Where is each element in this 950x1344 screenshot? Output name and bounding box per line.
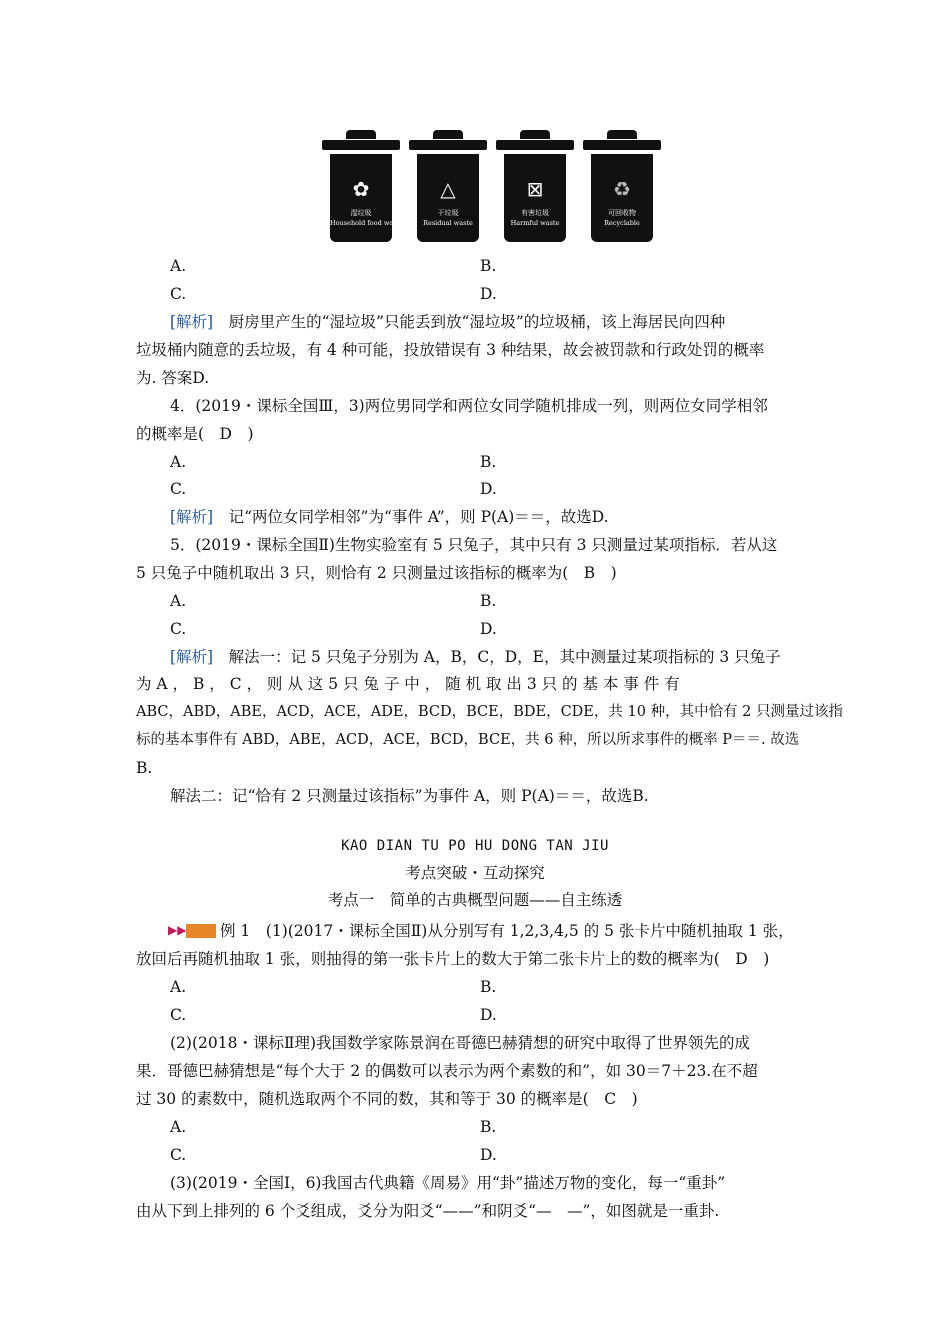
example-1-part3-line: (3)(2019・全国Ⅰ，6)我国古代典籍《周易》用“卦”描述万物的变化，每一“重卦” [170, 1174, 726, 1192]
analysis-line: 标的基本事件有 ABD，ABE，ACD，ACE，BCD，BCE，共 6 种，所以所求事件的概率 P＝＝. 故选 [136, 732, 800, 748]
analysis-tag: [解析] [170, 313, 214, 331]
analysis-line: [解析] 解法一：记 5 只兔子分别为 A，B，C，D，E，其中测量过某项指标的 3 只兔子 [170, 648, 781, 666]
question-4-line: 4．(2019・课标全国Ⅲ，3)两位男同学和两位女同学随机排成一列，则两位女同学相邻 [170, 397, 768, 415]
analysis-line: B. [136, 759, 153, 777]
example-1-line: 放回后再随机抽取 1 张，则抽得的第一张卡片上的数大于第二张卡片上的数的概率为( D ) [136, 950, 770, 968]
question-4-line: 的概率是( D ) [136, 425, 254, 443]
option-a: A. [170, 978, 187, 996]
option-d: D. [480, 620, 497, 638]
option-a: A. [170, 257, 187, 275]
option-c: C. [170, 1146, 187, 1164]
bin-residual-waste [409, 130, 489, 242]
bin-en-label: Household food waste [330, 219, 404, 227]
bin-cn-label: 湿垃圾 [350, 209, 372, 217]
bin-cn-label: 干垃圾 [437, 209, 459, 217]
bin-en-label: Residual waste [423, 219, 473, 227]
example-marker [186, 924, 216, 938]
analysis-line: 为 A ， B ， C ， 则 从 这 5 只 兔 子 中 ， 随 机 取 出 3 只 的 基 本 事 件 有 [136, 675, 680, 693]
example-1-part2-line: 果．哥德巴赫猜想是“每个大于 2 的偶数可以表示为两个素数的和”，如 30＝7＋23.在不超 [136, 1062, 758, 1080]
example-1-line: 例 1 (1)(2017・课标全国Ⅱ)从分别写有 1,2,3,4,5 的 5 张卡片中随机抽取 1 张， [220, 922, 794, 940]
option-b: B. [480, 453, 497, 471]
option-d: D. [480, 1006, 497, 1024]
food-waste-icon: ✿ [352, 177, 370, 201]
analysis-line: [解析] 厨房里产生的“湿垃圾”只能丢到放“湿垃圾”的垃圾桶，该上海居民向四种 [170, 313, 726, 331]
bin-en-label: Recyclable [604, 219, 640, 227]
residual-waste-icon: △ [440, 177, 456, 201]
bin-food-waste [322, 130, 402, 242]
bin-en-label: Harmful waste [510, 219, 560, 227]
option-c: C. [170, 480, 187, 498]
example-1-part3-line: 由从下到上排列的 6 个爻组成，爻分为阳爻“——”和阴爻“— —”，如图就是一重卦. [136, 1202, 720, 1220]
section-subtitle: 考点一 简单的古典概型问题——自主练透 [327, 891, 623, 909]
bin-harmful-waste [496, 130, 576, 242]
analysis-line: 解法二：记“恰有 2 只测量过该指标”为事件 A，则 P(A)＝＝，故选B. [170, 787, 649, 805]
option-a: A. [170, 1118, 187, 1136]
question-5-line: 5 只兔子中随机取出 3 只，则恰有 2 只测量过该指标的概率为( B ) [136, 564, 617, 582]
analysis-line: [解析] 记“两位女同学相邻”为“事件 A”，则 P(A)＝＝，故选D. [170, 508, 609, 526]
option-d: D. [480, 1146, 497, 1164]
example-1-part2-line: (2)(2018・课标Ⅱ理)我国数学家陈景润在哥德巴赫猜想的研究中取得了世界领先的成 [170, 1034, 751, 1052]
harmful-waste-icon: ⊠ [526, 177, 544, 201]
option-b: B. [480, 978, 497, 996]
analysis-line: 垃圾桶内随意的丢垃圾，有 4 种可能，投放错误有 3 种结果，故会被罚款和行政处罚的概率 [136, 341, 765, 359]
bin-recyclable [583, 130, 663, 242]
example-1-part2-line: 过 30 的素数中，随机选取两个不同的数，其和等于 30 的概率是( C ) [136, 1090, 638, 1108]
trash-bins-figure [322, 130, 662, 242]
option-b: B. [480, 1118, 497, 1136]
option-b: B. [480, 257, 497, 275]
option-c: C. [170, 620, 187, 638]
option-c: C. [170, 1006, 187, 1024]
double-arrow-icon: ▶▶ [168, 923, 187, 937]
option-c: C. [170, 285, 187, 303]
option-a: A. [170, 453, 187, 471]
bin-cn-label: 有害垃圾 [521, 209, 549, 217]
question-5-line: 5．(2019・课标全国Ⅱ)生物实验室有 5 只兔子，其中只有 3 只测量过某项指标．若从这 [170, 536, 778, 554]
option-a: A. [170, 592, 187, 610]
option-d: D. [480, 480, 497, 498]
option-d: D. [480, 285, 497, 303]
analysis-tag: [解析] [170, 648, 214, 666]
analysis-line: 为. 答案D. [136, 369, 210, 387]
section-title: 考点突破・互动探究 [405, 864, 545, 882]
recycle-icon: ♻ [613, 177, 631, 201]
analysis-tag: [解析] [170, 508, 214, 526]
analysis-line: ABC，ABD，ABE，ACD，ACE，ADE，BCD，BCE，BDE，CDE，共 10 种，其中恰有 2 只测量过该指 [136, 704, 844, 720]
bin-cn-label: 可回收物 [608, 209, 636, 217]
section-pinyin: KAO DIAN TU PO HU DONG TAN JIU [341, 838, 609, 854]
option-b: B. [480, 592, 497, 610]
